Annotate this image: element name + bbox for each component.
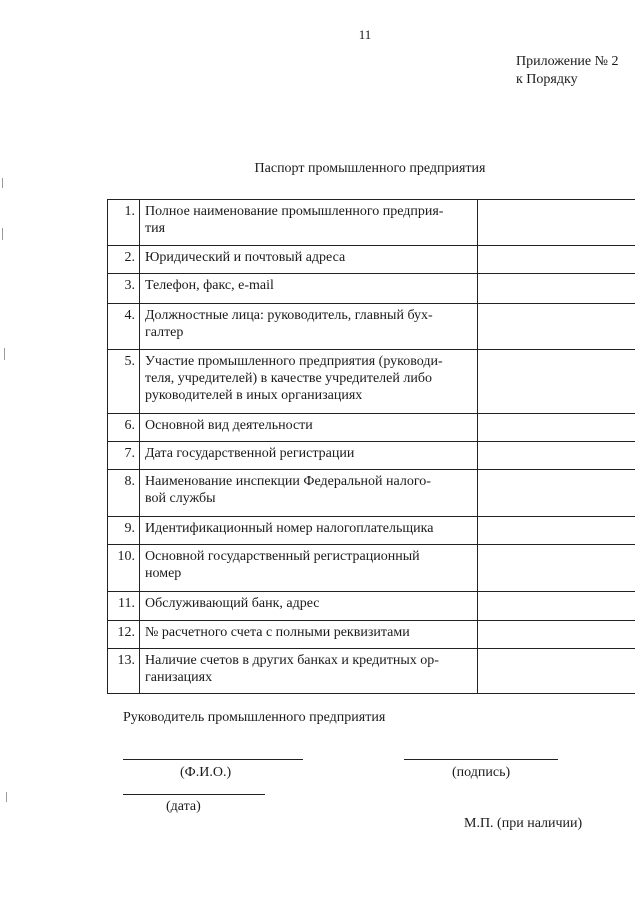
row-value	[478, 470, 636, 517]
row-number: 4.	[108, 304, 140, 350]
row-label: Наличие счетов в других банках и кредитных ор- ганизациях	[140, 649, 478, 694]
fio-caption: (Ф.И.О.)	[180, 765, 232, 780]
appendix-line-1: Приложение № 2	[516, 54, 619, 69]
row-value	[478, 442, 636, 470]
row-value	[478, 649, 636, 694]
row-number: 2.	[108, 246, 140, 274]
fio-line	[123, 759, 303, 760]
signature-caption: (подпись)	[452, 765, 511, 780]
row-number: 1.	[108, 200, 140, 246]
signature-line	[404, 759, 558, 760]
row-value	[478, 350, 636, 414]
table-row	[108, 470, 636, 517]
table-row	[108, 442, 636, 470]
row-label: Основной вид деятельности	[140, 414, 478, 442]
scan-artifact	[4, 348, 5, 360]
table-row	[108, 414, 636, 442]
row-label: Участие промышленного предприятия (руководи- теля, учредителей) в качестве учредителей либо руководителей в иных организациях	[140, 350, 478, 414]
table-row	[108, 621, 636, 649]
table-row	[108, 246, 636, 274]
row-label: Должностные лица: руководитель, главный бух- галтер	[140, 304, 478, 350]
row-number: 5.	[108, 350, 140, 414]
row-value	[478, 274, 636, 304]
table-row	[108, 274, 636, 304]
page-number: 11	[358, 27, 372, 42]
row-number: 8.	[108, 470, 140, 517]
scan-artifact	[6, 792, 7, 802]
signer-label: Руководитель промышленного предприятия	[123, 710, 386, 725]
scan-artifact	[2, 178, 3, 188]
row-value	[478, 200, 636, 246]
date-caption: (дата)	[166, 799, 201, 814]
row-number: 6.	[108, 414, 140, 442]
passport-table	[107, 199, 635, 694]
row-number: 7.	[108, 442, 140, 470]
row-label: Наименование инспекции Федеральной налого- вой службы	[140, 470, 478, 517]
table-row	[108, 517, 636, 545]
row-value	[478, 246, 636, 274]
table-row	[108, 200, 636, 246]
table-row	[108, 350, 636, 414]
row-value	[478, 414, 636, 442]
document-title: Паспорт промышленного предприятия	[254, 161, 486, 176]
scan-artifact	[2, 228, 3, 240]
row-label: Телефон, факс, e-mail	[140, 274, 478, 304]
row-number: 10.	[108, 545, 140, 592]
row-number: 9.	[108, 517, 140, 545]
row-number: 11.	[108, 592, 140, 621]
row-label: Идентификационный номер налогоплательщика	[140, 517, 478, 545]
table-row	[108, 649, 636, 694]
stamp-caption: М.П. (при наличии)	[464, 816, 583, 831]
row-value	[478, 517, 636, 545]
row-label: Юридический и почтовый адреса	[140, 246, 478, 274]
table-row	[108, 545, 636, 592]
row-label: Обслуживающий банк, адрес	[140, 592, 478, 621]
appendix-note	[516, 53, 619, 89]
row-label: Дата государственной регистрации	[140, 442, 478, 470]
table-row	[108, 304, 636, 350]
row-value	[478, 545, 636, 592]
row-value	[478, 304, 636, 350]
row-value	[478, 592, 636, 621]
appendix-line-2: к Порядку	[516, 72, 578, 87]
row-number: 12.	[108, 621, 140, 649]
row-number: 13.	[108, 649, 140, 694]
row-number: 3.	[108, 274, 140, 304]
row-label: № расчетного счета с полными реквизитами	[140, 621, 478, 649]
row-label: Полное наименование промышленного предприя- тия	[140, 200, 478, 246]
date-line	[123, 794, 265, 795]
table-row	[108, 592, 636, 621]
row-label: Основной государственный регистрационный номер	[140, 545, 478, 592]
row-value	[478, 621, 636, 649]
